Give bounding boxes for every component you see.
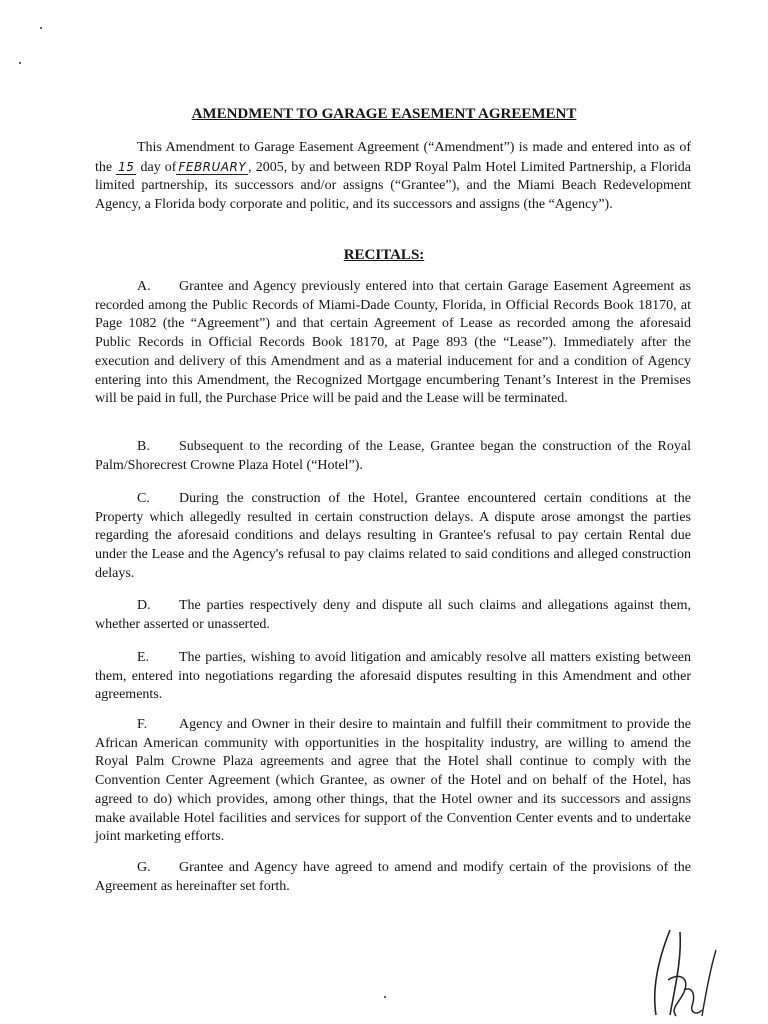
intro-text: This Amendment to Garage Easement Agreement (“Amendment”) is made and entered into as of the [95,140,691,175]
recital-text: Agency and Owner in their desire to maintain and fulfill their commitment to provide the African American community with opportunities in the hospitality industry, are willing to amend the Royal Palm Crowne Plaza agreements and agree that the Hotel shall continue to comply with the Convention Center Agreement (which Grantee, as owner of the Hotel and on behalf of the Hotel, has agreed to do) which provides, among other things, that the Hotel owner and its successors and assigns make available Hotel facilities and services for support of the Convention Center events and to undertake joint marketing efforts. [95,717,691,845]
recital-letter: F. [137,717,148,732]
initials-signature [640,920,740,1020]
scan-speck [19,62,21,64]
recital-d [95,597,691,634]
scan-speck [40,27,42,29]
recital-letter: G. [137,860,151,875]
recital-text: The parties respectively deny and dispute all such claims and allegations against them, whether asserted or unasserted. [95,598,691,632]
intro-text: , 2005, by and between RDP Royal Palm Hotel Limited Partnership, a Florida limited partnership, its successors and/or assigns (“Grantee”), and the Miami Beach Redevelopment Agency, a Florida body corporate and politic, and its successors and assigns (the “Agency”). [95,159,691,213]
scan-speck [384,996,386,998]
recital-letter: A. [137,279,151,294]
handwritten-month: FEBRUARY [178,159,247,174]
recital-text: During the construction of the Hotel, Grantee encountered certain conditions at the Property which allegedly resulted in certain construction delays. A dispute arose amongst the parties regarding the aforesaid conditions and delays resulting in Grantee's refusal to pay certain Rental due under the Lease and the Agency's refusal to pay claims related to said conditions and alleged construction delays. [95,491,691,581]
recital-letter: D. [137,598,151,613]
recital-e [95,649,691,705]
recitals-heading: RECITALS: [343,247,425,263]
recital-letter: E. [137,650,150,665]
recital-f [95,716,691,847]
recital-a [95,278,691,409]
intro-text: day of [140,159,177,175]
recital-text: Grantee and Agency have agreed to amend and modify certain of the provisions of the Agreement as hereinafter set forth. [95,860,691,894]
recital-text: Grantee and Agency previously entered into that certain Garage Easement Agreement as recorded among the Public Records of Miami-Dade County, Florida, in Official Records Book 18170, at Page 1082 (the “Agreement”) and that certain Agreement of Lease as recorded among the aforesaid Public Records in Official Records Book 18170, at Page 893 (the “Lease”). Immediately after the execution and delivery of this Amendment and as a material inducement for and a condition of Agency entering into this Amendment, the Recognized Mortgage encumbering Tenant’s Interest in the Premises will be paid in full, the Purchase Price will be paid and the Lease will be terminated. [95,279,691,407]
recital-b [95,438,691,475]
recital-c [95,490,691,584]
recital-text: The parties, wishing to avoid litigation and amicably resolve all matters existing between them, entered into negotiations regarding the aforesaid disputes resulting in this Amendment and other agreements. [95,650,691,703]
document-title: AMENDMENT TO GARAGE EASEMENT AGREEMENT [191,106,577,122]
handwritten-day: 15 [118,159,135,174]
recital-text: Subsequent to the recording of the Lease, Grantee began the construction of the Royal Palm/Shorecrest Crowne Plaza Hotel (“Hotel”). [95,439,691,473]
recital-letter: C. [137,491,150,506]
intro-paragraph [95,139,691,215]
recital-letter: B. [137,439,150,454]
recital-g [95,859,691,896]
